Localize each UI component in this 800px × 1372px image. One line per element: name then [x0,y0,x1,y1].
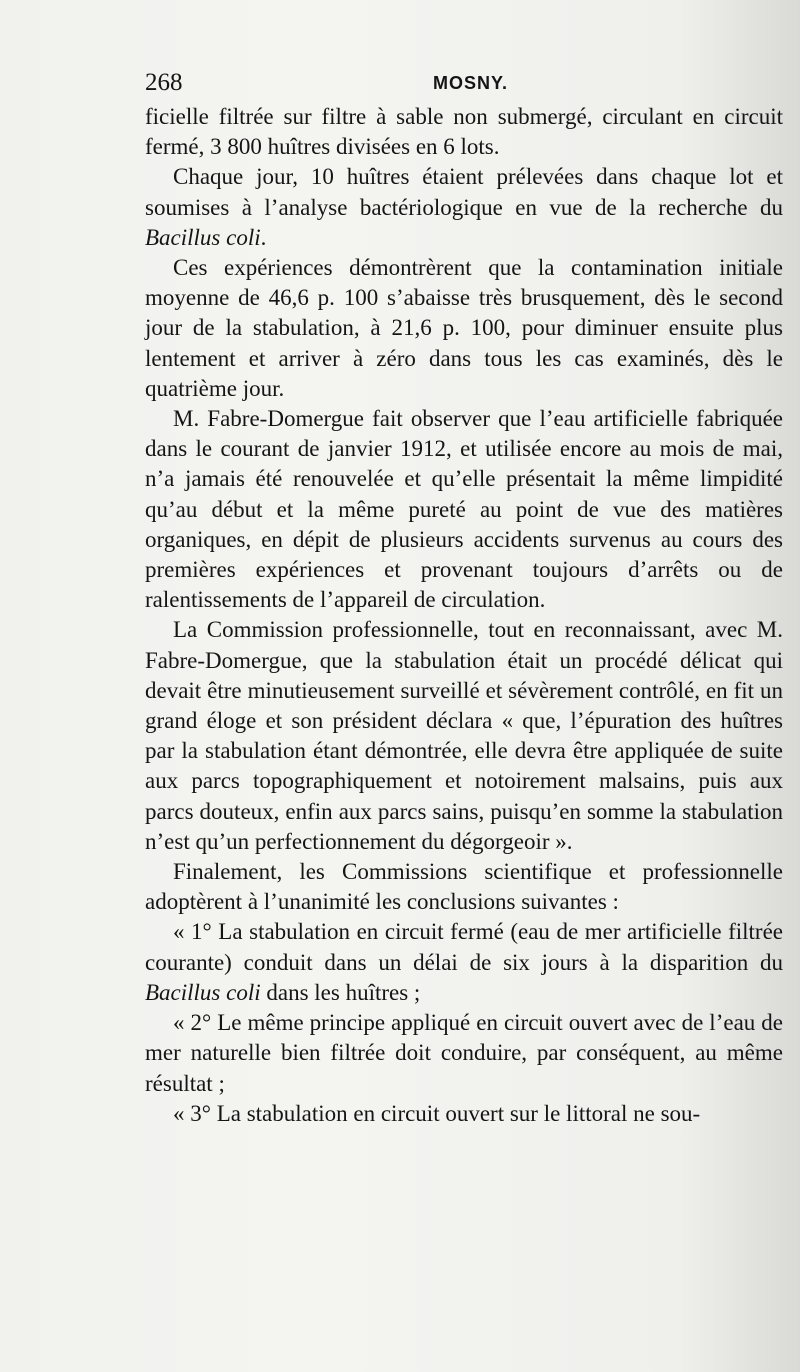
text-segment: « 1° La stabulation en circuit fermé (eau de mer artificielle filtrée courante) conduit dans un délai de six jours à la disparition du [145,919,783,975]
text-segment: Finalement, les Commissions scientifique et professionnelle adoptèrent à l’unanimité les conclusions suivantes : [145,859,783,915]
paragraph-results [145,253,783,404]
running-title-author: MOSNY. [433,73,509,93]
conclusion-item-2 [145,1008,783,1099]
text-segment: « 2° Le même principe appliqué en circuit ouvert avec de l’eau de mer naturelle bien filtrée doit conduire, par conséquent, au même résultat ; [145,1010,783,1096]
text-segment: dans les huîtres ; [260,979,421,1005]
conclusion-item-1 [145,917,783,1008]
body-text [145,102,783,1129]
text-segment: Ces expériences démontrèrent que la contamination initiale moyenne de 46,6 p. 100 s’abaisse très brusquement, dès le second jour de la stabulation, à 21,6 p. 100, pour diminuer ensuite plus lentement et arriver à zéro dans tous les cas examinés, dès le quatrième jour. [145,255,783,401]
running-header [145,66,785,100]
paragraph-conclusions-intro [145,857,783,917]
paragraph-daily-sampling [145,162,783,253]
text-segment: La Commission professionnelle, tout en reconnaissant, avec M. Fabre-Domergue, que la stabulation était un procédé délicat qui devait être minutieusement surveillé et sévèrement contrôlé, en fit un grand éloge et son président déclara « que, l’épuration des huîtres par la stabulation étant démontrée, elle devra être appliquée de suite aux parcs topographiquement et notoirement malsains, puis aux parcs douteux, enfin aux parcs sains, puisqu’en somme la stabulation n’est qu’un perfectionnement du dégorgeoir ». [145,617,783,854]
page-number: 268 [145,69,183,96]
paragraph-fabre-domergue [145,404,783,615]
text-segment: M. Fabre-Domergue fait observer que l’eau artificielle fabriquée dans le courant de janvier 1912, et utilisée encore au mois de mai, n’a jamais été renouvelée et qu’elle présentait la même limpidité qu’au début et la même pureté au point de vue des matières organiques, en dépit de plusieurs accidents survenus au cours des premières expériences et provenant toujours d’arrêts ou de ralentissements de l’appareil de circulation. [145,406,783,613]
species-name-italic: Bacillus coli [145,979,261,1005]
paragraph-continuation [145,102,783,162]
text-segment: ficielle filtrée sur filtre à sable non submergé, circulant en circuit fermé, 3 800 huîtres divisées en 6 lots. [145,104,783,160]
species-name-italic: Bacillus coli [145,224,261,250]
text-segment: « 3° La stabulation en circuit ouvert sur le littoral ne sou- [173,1100,701,1126]
conclusion-item-3 [145,1099,783,1129]
text-segment: . [260,224,267,250]
paragraph-commission [145,615,783,857]
text-segment: Chaque jour, 10 huîtres étaient prélevées dans chaque lot et soumises à l’analyse bactériologique en vue de la recherche du [145,164,783,220]
